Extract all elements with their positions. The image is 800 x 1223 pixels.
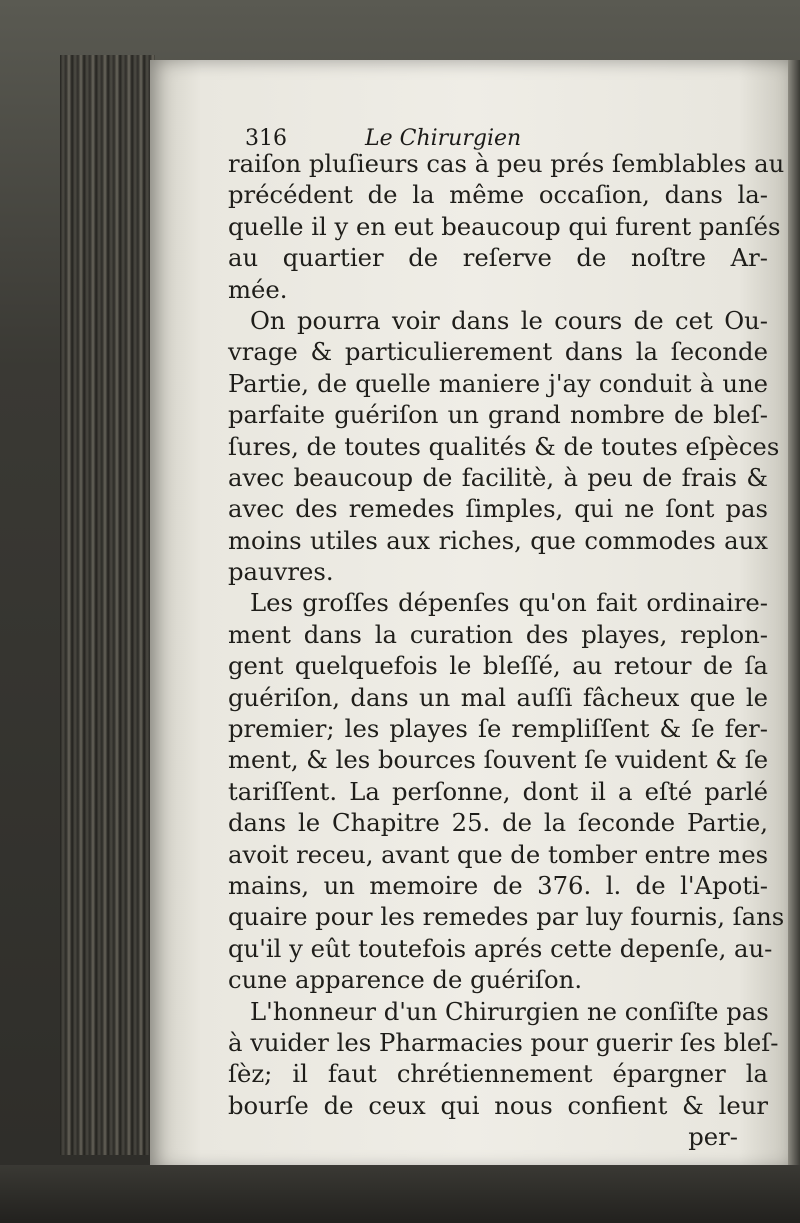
running-title: Le Chirurgien [365, 126, 522, 151]
text-line: bourſe de ceux qui nous confient & leur [228, 1090, 768, 1120]
text-line: mée. [228, 274, 288, 304]
text-line: ment, & les bources ſouvent ſe vuident & ſe [228, 745, 769, 775]
text-line: quaire pour les remedes par luy fournis, ſans [228, 902, 785, 932]
text-line: tariſſent. La perſonne, dont il a eſté parlé [228, 776, 768, 806]
text-line: cune apparence de guériſon. [228, 965, 583, 995]
text-line: On pourra voir dans le cours de cet Ou- [250, 305, 768, 335]
text-line: vrage & particulierement dans la ſeconde [228, 337, 768, 367]
text-line: gent quelquefois le bleſſé, au retour de ſa [228, 651, 768, 681]
text-line: guériſon, dans un mal auſſi fâcheux que le [228, 682, 768, 712]
text-line: qu'il y eût toutefois aprés cette depenſe, au- [228, 933, 773, 963]
page-edge [788, 60, 800, 1170]
text-line: parfaite guériſon un grand nombre de bleſ- [228, 400, 768, 430]
text-line: au quartier de reſerve de noſtre Ar- [228, 243, 768, 273]
text-line: quelle il y en eut beaucoup qui furent panſés [228, 211, 781, 241]
text-line: pauvres. [228, 557, 334, 587]
text-line: Les groſſes dépenſes qu'on fait ordinaire- [250, 588, 768, 618]
body-text [228, 148, 785, 1153]
text-line: à vuider les Pharmacies pour guerir ſes bleſ- [228, 1027, 779, 1057]
text-line: moins utiles aux riches, que commodes aux [228, 525, 768, 555]
text-line: avec des remedes ſimples, qui ne ſont pas [228, 494, 768, 524]
book-binding [60, 55, 155, 1155]
scan-bottom-edge [0, 1165, 800, 1223]
text-line: dans le Chapitre 25. de la ſeconde Partie, [228, 808, 768, 838]
text-line: mains, un memoire de 376. l. de l'Apoti- [228, 870, 768, 900]
text-line: avec beaucoup de facilitè, à peu de frais & [228, 462, 768, 492]
text-line: ſèz; il faut chrétiennement épargner la [228, 1059, 768, 1089]
page-number: 316 [245, 126, 287, 151]
text-line: précédent de la même occaſion, dans la- [228, 180, 768, 210]
text-line: avoit receu, avant que de tomber entre mes [228, 839, 769, 869]
text-line: ſures, de toutes qualités & de toutes eſpèces [228, 431, 780, 461]
text-line: premier; les playes ſe rempliſſent & ſe fer- [228, 714, 768, 744]
text-line: Partie, de quelle maniere j'ay conduit à une [228, 368, 768, 398]
text-line: raiſon pluſieurs cas à peu prés ſemblables au [228, 149, 785, 178]
catchword: per- [688, 1122, 738, 1152]
text-line: ment dans la curation des playes, replon- [228, 619, 768, 649]
text-line: L'honneur d'un Chirurgien ne conſiſte pas [250, 996, 769, 1026]
